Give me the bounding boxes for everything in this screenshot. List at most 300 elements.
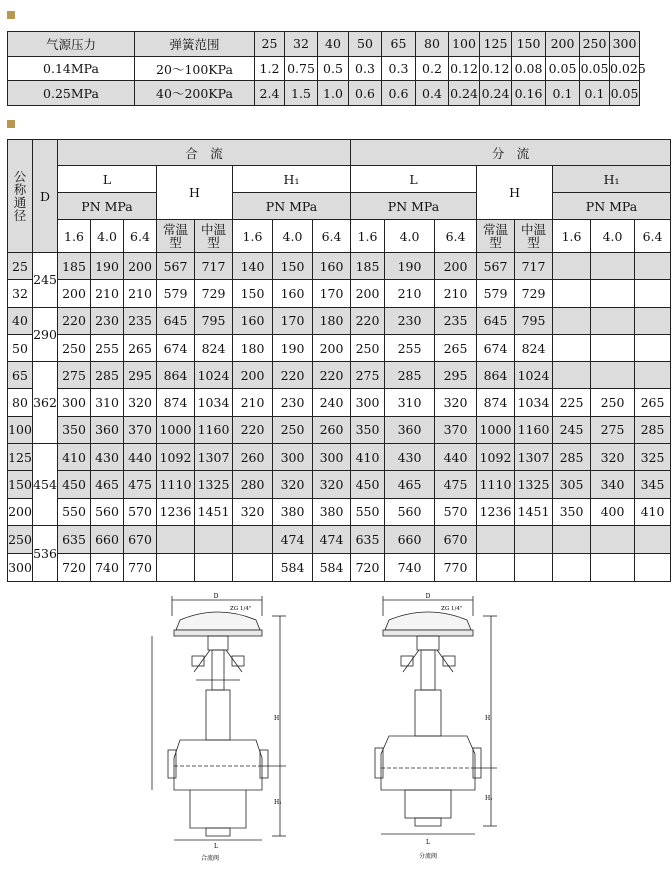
dimension-cell: 1110 [477,471,515,498]
dimension-cell: 579 [157,280,195,307]
dimension-cell: 200 [124,253,157,280]
dimension-group-row [8,140,671,166]
dimension-cell: 190 [91,253,124,280]
air-pressure-cell: 0.05 [610,81,640,106]
dimension-cell: 345 [635,471,671,498]
dimension-cell: 190 [385,253,435,280]
air-pressure-cell: 40～200KPa [135,81,255,106]
dimension-cell: 824 [515,334,553,361]
dimension-cell: 285 [635,416,671,443]
dimension-cell: 235 [435,307,477,334]
air-pressure-cell: 0.14MPa [8,56,135,81]
dimension-cell: 250 [58,334,91,361]
dimension-cell: 1024 [195,362,233,389]
dimension-cell: 635 [58,525,91,553]
dimension-cell: 475 [435,471,477,498]
air-pressure-header-cell: 32 [285,32,318,57]
dimension-cell: 729 [515,280,553,307]
dimension-cell: 185 [351,253,385,280]
dimension-cell: 717 [195,253,233,280]
dimension-cell: 170 [273,307,313,334]
air-pressure-header-cell: 弹簧范围 [135,32,255,57]
dimension-cell: 1325 [515,471,553,498]
dimension-cell: 474 [273,525,313,553]
dimension-cell: 1325 [195,471,233,498]
dimension-cell: 300 [351,389,385,416]
dimension-cell: 645 [157,307,195,334]
dimension-cell [635,307,671,334]
dimension-cell: 200 [313,334,351,361]
dimension-cell: 260 [313,416,351,443]
dimension-row [8,471,671,498]
air-pressure-header-cell: 50 [349,32,382,57]
dimension-cell: 660 [91,525,124,553]
dimension-cell [553,280,591,307]
dimension-cell: 200 [435,253,477,280]
temp-mid-label: 中温型 [515,220,553,253]
dimension-cell: 720 [351,553,385,581]
dimension-cell: 265 [635,389,671,416]
dimension-row [8,280,671,307]
dimension-cell [635,362,671,389]
dimension-cell: 230 [385,307,435,334]
dimension-cell: 230 [273,389,313,416]
nominal-diameter-cell: 200 [8,498,33,525]
dimension-cell: 645 [477,307,515,334]
dimension-cell [477,525,515,553]
d-value-cell: 362 [33,362,58,444]
dimension-cell [553,362,591,389]
air-pressure-cell: 0.24 [449,81,480,106]
dimension-cell: 465 [91,471,124,498]
air-pressure-cell: 0.12 [449,56,480,81]
pn-label: PN MPa [351,193,477,220]
dimension-row [8,444,671,471]
dimension-pressure-row [8,220,671,253]
air-pressure-cell: 0.12 [480,56,512,81]
dimension-cell [591,307,635,334]
dimension-cell: 410 [351,444,385,471]
dimension-cell: 220 [233,416,273,443]
air-pressure-cell: 0.1 [580,81,610,106]
dimension-cell: 265 [435,334,477,361]
dimension-cell: 320 [124,389,157,416]
col-l-diverting: L [351,166,477,193]
dimension-row [8,334,671,361]
pn-label: PN MPa [58,193,157,220]
dimension-cell [553,253,591,280]
pressure-cell: 6.4 [313,220,351,253]
dimension-cell: 430 [91,444,124,471]
nominal-diameter-cell: 100 [8,416,33,443]
air-pressure-header-cell: 200 [546,32,580,57]
dimension-cell: 795 [195,307,233,334]
dimension-cell [553,553,591,581]
dimension-cell: 255 [385,334,435,361]
dimension-cell: 210 [385,280,435,307]
air-pressure-cell: 0.3 [349,56,382,81]
temp-normal-label: 常温型 [477,220,515,253]
dimension-cell: 350 [58,416,91,443]
drawing-d-label: D [425,593,431,600]
dimension-cell: 295 [124,362,157,389]
dimension-cell [635,334,671,361]
air-pressure-header-cell: 150 [512,32,546,57]
dimension-cell: 579 [477,280,515,307]
dimension-cell: 380 [273,498,313,525]
dimension-cell: 1034 [515,389,553,416]
dimension-cell: 310 [385,389,435,416]
d-value-cell: 245 [33,253,58,308]
dimension-cell: 1000 [477,416,515,443]
dimension-cell: 210 [91,280,124,307]
drawing-h1-label: H₁ [274,799,282,806]
air-pressure-header-cell: 125 [480,32,512,57]
col-h-diverting: H [477,166,553,220]
nominal-diameter-cell: 25 [8,253,33,280]
dimension-cell: 440 [124,444,157,471]
air-pressure-header-cell: 250 [580,32,610,57]
air-pressure-header-cell: 80 [416,32,449,57]
dimension-cell: 1236 [157,498,195,525]
dimension-cell [635,553,671,581]
nominal-diameter-cell: 80 [8,389,33,416]
dimension-cell: 320 [273,471,313,498]
dimension-cell [553,334,591,361]
diverting-valve-drawing [375,590,515,862]
dimension-cell: 550 [351,498,385,525]
d-value-cell: 536 [33,525,58,581]
dimension-cell: 550 [58,498,91,525]
dimension-cell: 874 [477,389,515,416]
dimension-cell: 220 [58,307,91,334]
dimension-cell: 660 [385,525,435,553]
dimension-cell: 717 [515,253,553,280]
dimension-cell: 440 [435,444,477,471]
dimension-cell [515,553,553,581]
dimension-cell: 370 [435,416,477,443]
dimension-row [8,416,671,443]
dimension-cell: 200 [351,280,385,307]
dimension-cell: 160 [233,307,273,334]
section-marker [7,120,15,128]
air-pressure-cell: 0.3 [382,56,416,81]
dimension-cell [195,525,233,553]
air-pressure-cell: 0.025 [610,56,640,81]
dimension-cell: 260 [233,444,273,471]
temp-normal-label: 常温型 [157,220,195,253]
air-pressure-header-cell: 300 [610,32,640,57]
dimension-cell: 1307 [195,444,233,471]
dimension-cell: 400 [591,498,635,525]
dimension-cell: 245 [553,416,591,443]
pn-label: PN MPa [233,193,351,220]
nominal-diameter-label: 公称通径 [8,140,33,253]
dimension-cell: 465 [385,471,435,498]
drawing-port-label: ZG 1/4" [441,606,463,612]
drawing-d-label: D [213,593,219,600]
diverting-valve-caption: 分流阀 [418,853,438,860]
dimension-cell: 305 [553,471,591,498]
nominal-diameter-cell: 150 [8,471,33,498]
dimension-cell: 1236 [477,498,515,525]
dimension-cell [591,280,635,307]
dimension-cell: 770 [435,553,477,581]
dimension-row [8,307,671,334]
dimension-cell: 1110 [157,471,195,498]
dimension-cell: 570 [124,498,157,525]
dimension-cell: 350 [351,416,385,443]
dimension-cell: 770 [124,553,157,581]
dimension-row [8,362,671,389]
dimension-cell: 729 [195,280,233,307]
dimension-cell: 300 [273,444,313,471]
dimension-cell [635,253,671,280]
dimension-cell: 220 [351,307,385,334]
dimension-cell: 824 [195,334,233,361]
dimension-cell [591,334,635,361]
drawing-h-label: H [274,715,280,722]
air-pressure-cell: 0.24 [480,81,512,106]
pn-label: PN MPa [553,193,671,220]
drawing-h-label: H [485,715,491,722]
dimension-row [8,525,671,553]
drawing-l-label: L [214,843,218,850]
dimension-cell [233,553,273,581]
dimension-cell: 210 [435,280,477,307]
drawing-h1-label: H₁ [485,795,493,802]
pressure-cell: 6.4 [435,220,477,253]
dimension-cell: 250 [351,334,385,361]
air-pressure-cell: 1.5 [285,81,318,106]
dimension-cell: 180 [313,307,351,334]
dimension-cell: 474 [313,525,351,553]
pressure-cell: 1.6 [233,220,273,253]
dimension-cell: 160 [273,280,313,307]
dimension-cell: 720 [58,553,91,581]
dimension-cell: 140 [233,253,273,280]
dimension-cell: 210 [233,389,273,416]
dimension-cell: 265 [124,334,157,361]
dimension-cell [591,525,635,553]
air-pressure-cell: 2.4 [255,81,285,106]
col-h-combining: H [157,166,233,220]
dimension-cell: 200 [233,362,273,389]
pressure-cell: 6.4 [124,220,157,253]
dimension-cell: 210 [124,280,157,307]
dimension-cell: 1034 [195,389,233,416]
pressure-cell: 4.0 [273,220,313,253]
dimension-cell: 285 [385,362,435,389]
dimension-cell: 320 [435,389,477,416]
dimension-cell: 250 [273,416,313,443]
dimension-cell: 160 [313,253,351,280]
dimension-cell: 674 [157,334,195,361]
dimension-cell [591,553,635,581]
dimension-cell: 360 [91,416,124,443]
air-pressure-cell: 0.4 [416,81,449,106]
dimension-cell: 220 [313,362,351,389]
dimension-cell: 795 [515,307,553,334]
dimension-cell: 560 [385,498,435,525]
dimension-cell: 1160 [515,416,553,443]
dimension-cell [157,553,195,581]
dimension-cell: 295 [435,362,477,389]
d-label: D [33,140,58,253]
air-pressure-cell: 1.0 [318,81,349,106]
pressure-cell: 4.0 [385,220,435,253]
dimension-cell [157,525,195,553]
dimension-cell: 300 [313,444,351,471]
dimension-cell: 670 [124,525,157,553]
d-value-cell: 290 [33,307,58,362]
air-pressure-cell: 0.08 [512,56,546,81]
temp-mid-label: 中温型 [195,220,233,253]
air-pressure-cell: 0.2 [416,56,449,81]
dimension-cell: 185 [58,253,91,280]
drawing-port-label: ZG 1/4" [230,606,252,612]
dimension-cell: 285 [553,444,591,471]
group-diverting: 分 流 [351,140,671,166]
dimension-cell: 275 [58,362,91,389]
pressure-cell: 4.0 [591,220,635,253]
pressure-cell: 1.6 [58,220,91,253]
dimension-cell: 584 [273,553,313,581]
dimension-cell: 240 [313,389,351,416]
air-pressure-cell: 20～100KPa [135,56,255,81]
air-pressure-cell: 1.2 [255,56,285,81]
nominal-diameter-cell: 32 [8,280,33,307]
dimension-cell: 410 [58,444,91,471]
dimension-cell: 230 [91,307,124,334]
dimension-cell: 220 [273,362,313,389]
dimension-cell: 280 [233,471,273,498]
dimension-cell: 874 [157,389,195,416]
dimension-cell: 1451 [515,498,553,525]
dimension-cell: 170 [313,280,351,307]
air-pressure-table [7,31,646,106]
air-pressure-header-cell: 气源压力 [8,32,135,57]
dimension-cell [591,253,635,280]
dimension-cell: 275 [351,362,385,389]
dimension-cell: 225 [553,389,591,416]
dimension-cell [477,553,515,581]
air-pressure-cell: 0.75 [285,56,318,81]
dimension-cell: 340 [591,471,635,498]
combining-valve-drawing [150,590,310,862]
air-pressure-cell: 0.25MPa [8,81,135,106]
dimension-cell: 370 [124,416,157,443]
dimension-row [8,389,671,416]
air-pressure-cell: 0.05 [580,56,610,81]
dimension-cell: 320 [591,444,635,471]
dimension-row [8,253,671,280]
section-marker [7,11,15,19]
dimension-cell: 450 [58,471,91,498]
dimension-subgroup-row [8,166,671,193]
pressure-cell: 4.0 [91,220,124,253]
dimension-row [8,553,671,581]
air-pressure-header-row [8,32,640,57]
air-pressure-header-cell: 100 [449,32,480,57]
dimension-cell: 1160 [195,416,233,443]
dimension-cell: 864 [477,362,515,389]
dimension-cell: 674 [477,334,515,361]
dimension-cell [553,307,591,334]
dimension-cell: 150 [273,253,313,280]
dimension-cell [635,280,671,307]
dimension-row [8,498,671,525]
dimension-cell [515,525,553,553]
dimension-cell: 350 [553,498,591,525]
dimension-cell: 320 [313,471,351,498]
dimension-cell: 255 [91,334,124,361]
dimension-table [7,139,671,582]
dimension-cell: 150 [233,280,273,307]
drawing-l-label: L [426,839,430,846]
dimension-cell [635,525,671,553]
air-pressure-cell: 0.5 [318,56,349,81]
air-pressure-row [8,81,640,106]
pressure-cell: 1.6 [351,220,385,253]
dimension-cell: 670 [435,525,477,553]
dimension-cell: 1000 [157,416,195,443]
air-pressure-cell: 0.6 [349,81,382,106]
nominal-diameter-cell: 300 [8,553,33,581]
air-pressure-cell: 0.1 [546,81,580,106]
dimension-cell: 864 [157,362,195,389]
dimension-cell: 250 [591,389,635,416]
dimension-cell: 235 [124,307,157,334]
col-h1-diverting: H₁ [553,166,671,193]
dimension-cell: 275 [591,416,635,443]
air-pressure-header-cell: 40 [318,32,349,57]
air-pressure-row [8,56,640,81]
dimension-cell: 475 [124,471,157,498]
combining-valve-caption: 合流阀 [200,855,220,862]
dimension-cell: 310 [91,389,124,416]
dimension-cell: 567 [157,253,195,280]
dimension-cell [233,525,273,553]
d-value-cell: 454 [33,444,58,526]
nominal-diameter-cell: 250 [8,525,33,553]
dimension-cell: 1451 [195,498,233,525]
dimension-cell [591,362,635,389]
dimension-cell: 560 [91,498,124,525]
dimension-cell: 320 [233,498,273,525]
group-combining: 合 流 [58,140,351,166]
col-l-combining: L [58,166,157,193]
dimension-cell: 450 [351,471,385,498]
nominal-diameter-cell: 50 [8,334,33,361]
dimension-cell: 325 [635,444,671,471]
dimension-cell: 584 [313,553,351,581]
dimension-cell: 1092 [157,444,195,471]
dimension-cell: 200 [58,280,91,307]
nominal-diameter-cell: 125 [8,444,33,471]
air-pressure-cell: 0.16 [512,81,546,106]
dimension-cell: 1092 [477,444,515,471]
dimension-pn-row [8,193,671,220]
air-pressure-cell: 0.6 [382,81,416,106]
dimension-cell [195,553,233,581]
dimension-cell: 740 [385,553,435,581]
air-pressure-cell: 0.05 [546,56,580,81]
dimension-cell [553,525,591,553]
pressure-cell: 6.4 [635,220,671,253]
dimension-cell: 410 [635,498,671,525]
dimension-cell: 635 [351,525,385,553]
